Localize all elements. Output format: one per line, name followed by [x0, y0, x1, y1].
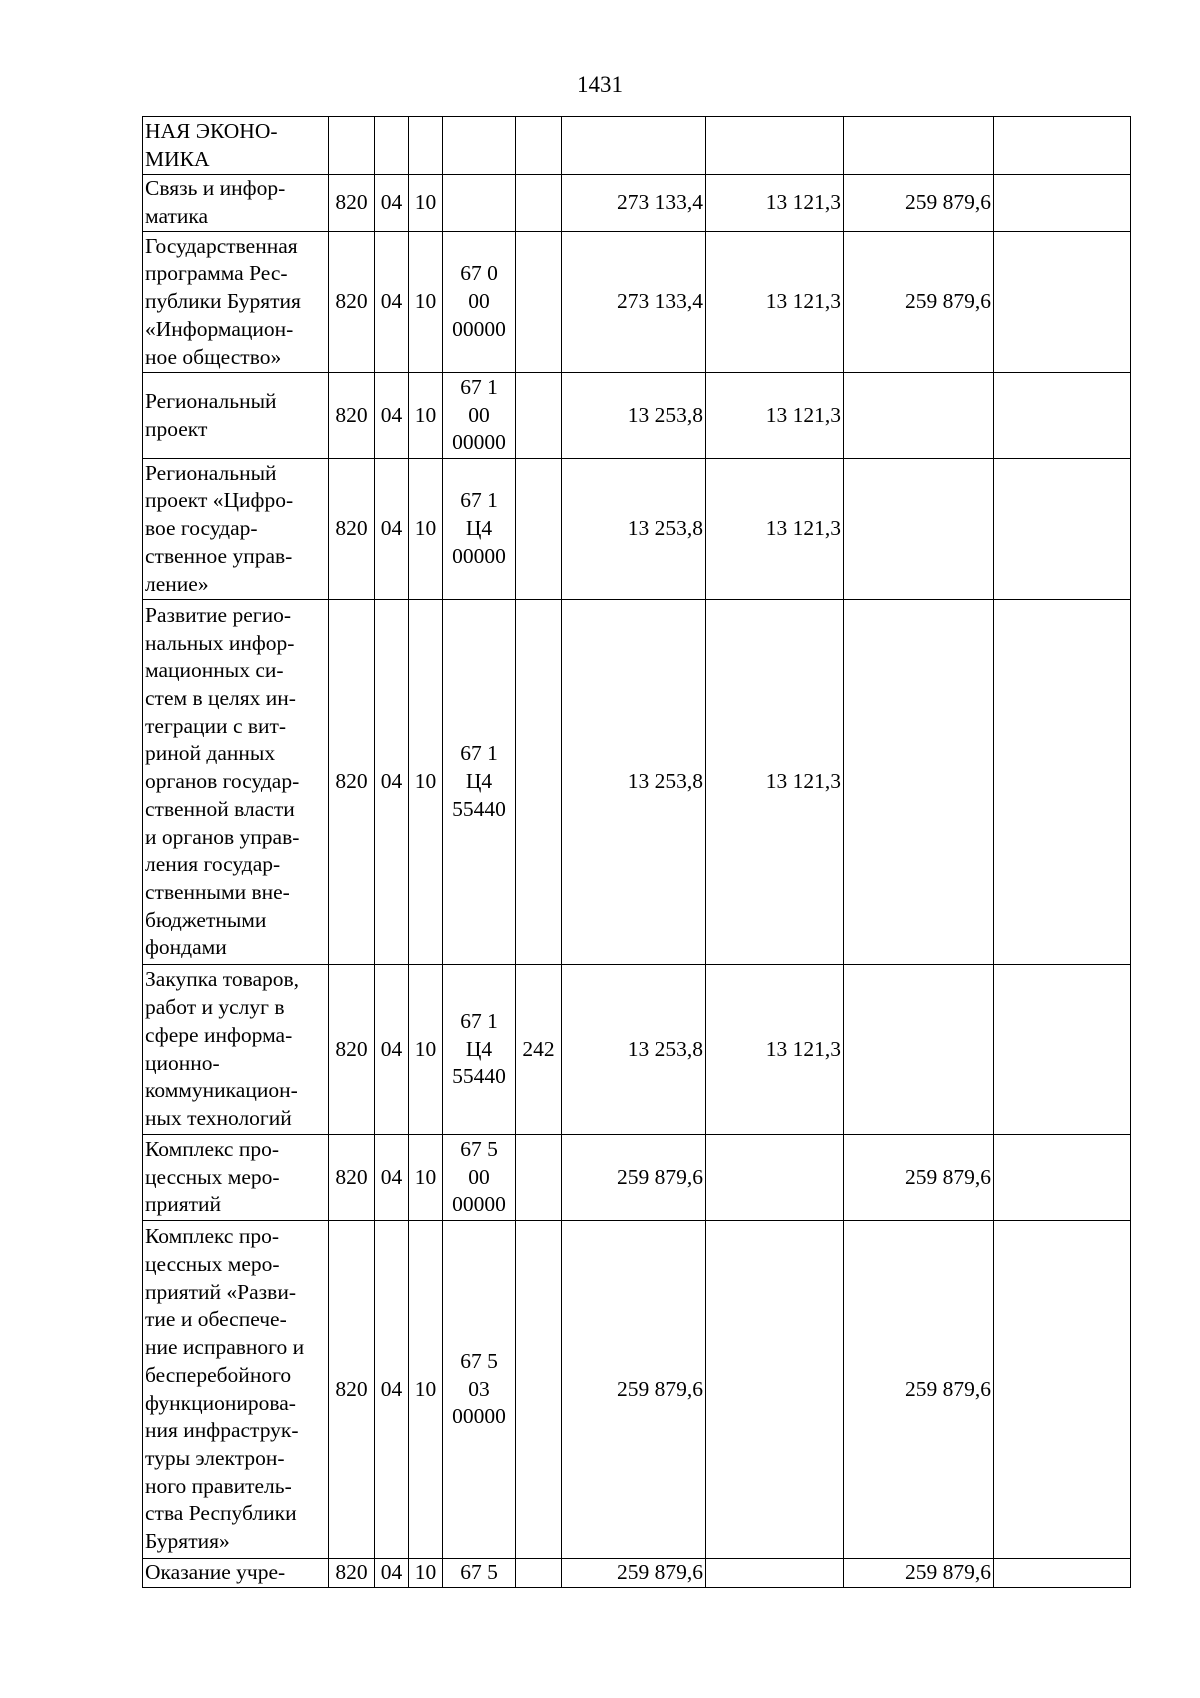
amount-total: 13 253,8: [562, 600, 706, 965]
glv-code: [329, 117, 375, 175]
expense-type-code: [516, 117, 562, 175]
table-row: [143, 1559, 1131, 1588]
row-name: Оказание учре-: [143, 1559, 329, 1588]
amount-total: 259 879,6: [562, 1559, 706, 1588]
table-row: [143, 459, 1131, 600]
amount-col-2: [706, 117, 844, 175]
glv-code: 820: [329, 965, 375, 1135]
amount-col-3: 259 879,6: [844, 1221, 994, 1559]
amount-col-4: [994, 1559, 1131, 1588]
section-code: 04: [375, 1221, 409, 1559]
amount-col-2: 13 121,3: [706, 373, 844, 459]
amount-col-2: 13 121,3: [706, 175, 844, 232]
section-code: 04: [375, 1135, 409, 1221]
subsection-code: 10: [409, 175, 443, 232]
expense-type-code: [516, 1559, 562, 1588]
amount-col-2: 13 121,3: [706, 232, 844, 373]
glv-code: 820: [329, 1559, 375, 1588]
amount-col-4: [994, 1135, 1131, 1221]
glv-code: 820: [329, 1221, 375, 1559]
target-article-code: 67 5 03 00000: [443, 1221, 516, 1559]
amount-col-2: [706, 1135, 844, 1221]
expense-type-code: [516, 373, 562, 459]
amount-col-4: [994, 117, 1131, 175]
target-article-code: 67 5: [443, 1559, 516, 1588]
amount-total: 13 253,8: [562, 373, 706, 459]
budget-table: [142, 116, 1131, 1588]
amount-col-4: [994, 232, 1131, 373]
glv-code: 820: [329, 459, 375, 600]
amount-col-3: 259 879,6: [844, 1135, 994, 1221]
amount-col-3: 259 879,6: [844, 232, 994, 373]
target-article-code: [443, 117, 516, 175]
amount-total: 13 253,8: [562, 965, 706, 1135]
section-code: 04: [375, 175, 409, 232]
amount-total: 259 879,6: [562, 1221, 706, 1559]
section-code: 04: [375, 1559, 409, 1588]
row-name: Связь и инфор- матика: [143, 175, 329, 232]
amount-col-2: 13 121,3: [706, 600, 844, 965]
expense-type-code: [516, 1221, 562, 1559]
target-article-code: 67 5 00 00000: [443, 1135, 516, 1221]
target-article-code: [443, 175, 516, 232]
amount-col-4: [994, 459, 1131, 600]
glv-code: 820: [329, 373, 375, 459]
amount-total: 13 253,8: [562, 459, 706, 600]
expense-type-code: [516, 459, 562, 600]
table-row: [143, 600, 1131, 965]
amount-total: 273 133,4: [562, 175, 706, 232]
amount-total: 273 133,4: [562, 232, 706, 373]
table-row: [143, 232, 1131, 373]
row-name: Региональный проект: [143, 373, 329, 459]
expense-type-code: [516, 175, 562, 232]
amount-col-4: [994, 175, 1131, 232]
glv-code: 820: [329, 600, 375, 965]
amount-col-3: 259 879,6: [844, 175, 994, 232]
table-row: [143, 965, 1131, 1135]
glv-code: 820: [329, 232, 375, 373]
expense-type-code: [516, 1135, 562, 1221]
amount-col-3: [844, 373, 994, 459]
table-row: [143, 1221, 1131, 1559]
amount-col-4: [994, 373, 1131, 459]
expense-type-code: [516, 232, 562, 373]
subsection-code: [409, 117, 443, 175]
subsection-code: 10: [409, 1135, 443, 1221]
amount-col-2: 13 121,3: [706, 459, 844, 600]
amount-col-4: [994, 1221, 1131, 1559]
row-name: Комплекс про- цессных меро- приятий: [143, 1135, 329, 1221]
section-code: 04: [375, 459, 409, 600]
subsection-code: 10: [409, 1559, 443, 1588]
target-article-code: 67 1 Ц4 55440: [443, 600, 516, 965]
section-code: 04: [375, 965, 409, 1135]
subsection-code: 10: [409, 232, 443, 373]
row-name: НАЯ ЭКОНО- МИКА: [143, 117, 329, 175]
amount-col-3: [844, 965, 994, 1135]
target-article-code: 67 1 00 00000: [443, 373, 516, 459]
amount-col-3: [844, 600, 994, 965]
expense-type-code: 242: [516, 965, 562, 1135]
page-number: 1431: [577, 72, 623, 97]
subsection-code: 10: [409, 965, 443, 1135]
subsection-code: 10: [409, 600, 443, 965]
subsection-code: 10: [409, 1221, 443, 1559]
section-code: 04: [375, 600, 409, 965]
amount-col-3: [844, 117, 994, 175]
subsection-code: 10: [409, 459, 443, 600]
table-row: [143, 1135, 1131, 1221]
amount-col-3: 259 879,6: [844, 1559, 994, 1588]
amount-total: 259 879,6: [562, 1135, 706, 1221]
row-name: Государственная программа Рес- публики Бурятия «Информацион- ное общество»: [143, 232, 329, 373]
amount-col-2: [706, 1221, 844, 1559]
amount-col-2: 13 121,3: [706, 965, 844, 1135]
subsection-code: 10: [409, 373, 443, 459]
amount-col-3: [844, 459, 994, 600]
target-article-code: 67 1 Ц4 55440: [443, 965, 516, 1135]
row-name: Развитие регио- нальных инфор- мационных си- стем в целях ин- теграции с вит- риной данных органов государ- ственной власти и органов управ- ления государ- ственными вне- бюджетными фондами: [143, 600, 329, 965]
table-row: [143, 175, 1131, 232]
row-name: Комплекс про- цессных меро- приятий «Разви- тие и обеспече- ние исправного и бесперебойного функционирова- ния инфраструк- туры электрон- ного правитель- ства Республики Бурятия»: [143, 1221, 329, 1559]
section-code: [375, 117, 409, 175]
glv-code: 820: [329, 175, 375, 232]
expense-type-code: [516, 600, 562, 965]
section-code: 04: [375, 232, 409, 373]
amount-total: [562, 117, 706, 175]
amount-col-4: [994, 600, 1131, 965]
table-row: [143, 373, 1131, 459]
amount-col-2: [706, 1559, 844, 1588]
row-name: Региональный проект «Цифро- вое государ- ственное управ- ление»: [143, 459, 329, 600]
glv-code: 820: [329, 1135, 375, 1221]
section-code: 04: [375, 373, 409, 459]
target-article-code: 67 1 Ц4 00000: [443, 459, 516, 600]
target-article-code: 67 0 00 00000: [443, 232, 516, 373]
table-row: [143, 117, 1131, 175]
row-name: Закупка товаров, работ и услуг в сфере информа- ционно- коммуникацион- ных технологий: [143, 965, 329, 1135]
amount-col-4: [994, 965, 1131, 1135]
